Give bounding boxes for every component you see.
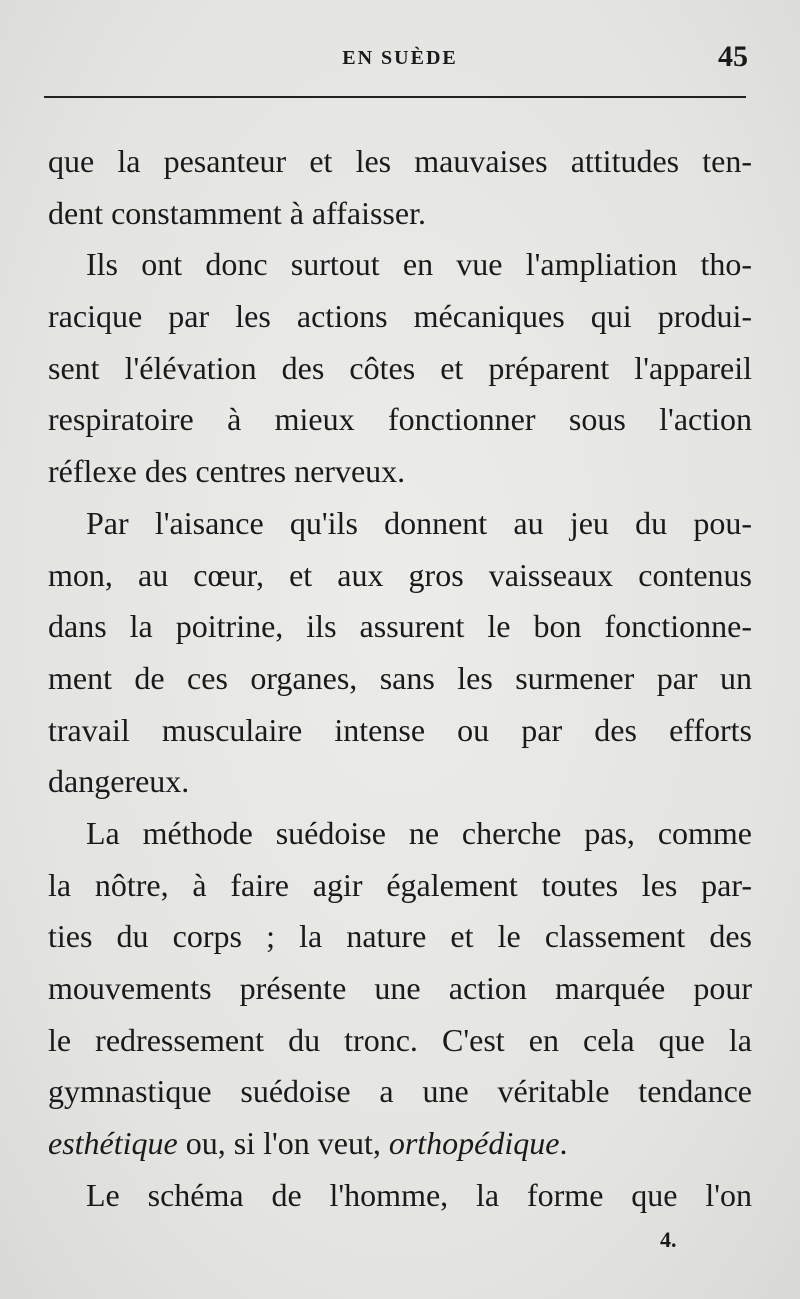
text-fragment: ou, si l'on veut, bbox=[177, 1125, 389, 1162]
text-line: Ils ont donc surtout en vue l'ampliation tho- bbox=[86, 246, 752, 283]
text-line: réflexe des centres nerveux. bbox=[48, 453, 406, 490]
text-line: respiratoire à mieux fonctionner sous l'action bbox=[48, 401, 752, 438]
text-line: travail musculaire intense ou par des efforts bbox=[48, 711, 752, 748]
italic-term: esthétique bbox=[48, 1125, 178, 1162]
running-title: EN SUÈDE bbox=[342, 47, 458, 69]
page-number: 45 bbox=[718, 40, 748, 73]
text-line: mouvements présente une action marquée pour bbox=[48, 970, 752, 1006]
text-line: sent l'élévation des côtes et préparent l'appareil bbox=[48, 349, 752, 386]
body-text bbox=[48, 136, 752, 1221]
text-line: Par l'aisance qu'ils donnent au jeu du pou- bbox=[86, 504, 752, 541]
text-line: dent constamment à affaisser. bbox=[48, 194, 426, 231]
text-line: dangereux. bbox=[48, 763, 190, 800]
text-line: que la pesanteur et les mauvaises attitudes ten- bbox=[48, 143, 752, 179]
text-line: mon, au cœur, et aux gros vaisseaux contenus bbox=[48, 556, 752, 593]
text-line: La méthode suédoise ne cherche pas, comme bbox=[86, 814, 752, 851]
text-line bbox=[48, 1118, 752, 1170]
text-line: la nôtre, à faire agir également toutes les par- bbox=[48, 866, 752, 903]
text-line: ties du corps ; la nature et le classement des bbox=[48, 918, 752, 955]
text-line: gymnastique suédoise a une véritable tendance bbox=[48, 1073, 752, 1110]
text-fragment: . bbox=[559, 1125, 568, 1162]
header-rule bbox=[44, 96, 746, 98]
text-line: le redressement du tronc. C'est en cela que la bbox=[48, 1021, 752, 1058]
text-line: Le schéma de l'homme, la forme que l'on bbox=[86, 1176, 752, 1213]
signature-mark: 4. bbox=[660, 1227, 677, 1252]
text-line: dans la poitrine, ils assurent le bon fonctionne- bbox=[48, 608, 752, 645]
text-line: ment de ces organes, sans les surmener par un bbox=[48, 659, 752, 696]
italic-term: orthopédique bbox=[388, 1125, 560, 1162]
text-line: racique par les actions mécaniques qui produi- bbox=[48, 298, 752, 335]
